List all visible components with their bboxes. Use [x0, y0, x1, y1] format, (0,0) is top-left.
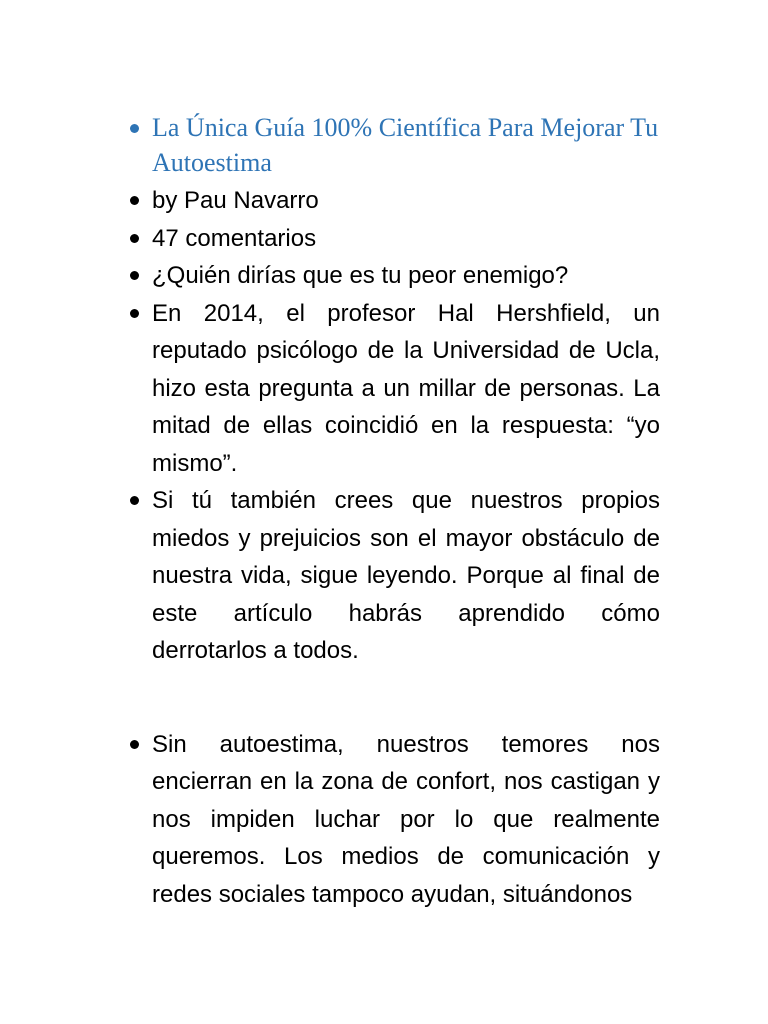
article-title-link[interactable] [128, 110, 660, 180]
paragraph-1-text: En 2014, el profesor Hal Hershfield, un reputado psicólogo de la Universidad de Ucla, hizo esta pregunta a un millar de personas. La mitad de ellas coincidió en la respuesta: “yo mismo”. [152, 299, 660, 477]
question-text: ¿Quién dirías que es tu peor enemigo? [152, 262, 569, 289]
paragraph-item [128, 295, 660, 483]
article-title-text[interactable]: La Única Guía 100% Científica Para Mejorar Tu Autoestima [152, 113, 659, 177]
author-text: by Pau Navarro [152, 187, 319, 214]
paragraph-item [128, 482, 660, 670]
question-line [128, 257, 660, 295]
paragraph-2-text: Si tú también crees que nuestros propios miedos y prejuicios son el mayor obstáculo de nuestra vida, sigue leyendo. Porque al final de este artículo habrás aprendido cómo derrotarlos a todos. [152, 487, 660, 664]
bullet-list [128, 110, 660, 913]
paragraph-3-text: Sin autoestima, nuestros temores nos encierran en la zona de confort, nos castigan y nos impiden luchar por lo que realmente queremos. Los medios de comunicación y redes sociales tampoco ayudan, situándonos [152, 730, 660, 908]
paragraph-item [128, 726, 660, 914]
comments-count [128, 220, 660, 258]
comments-text: 47 comentarios [152, 224, 317, 252]
paragraph-spacer [128, 670, 660, 726]
author-line [128, 182, 660, 220]
